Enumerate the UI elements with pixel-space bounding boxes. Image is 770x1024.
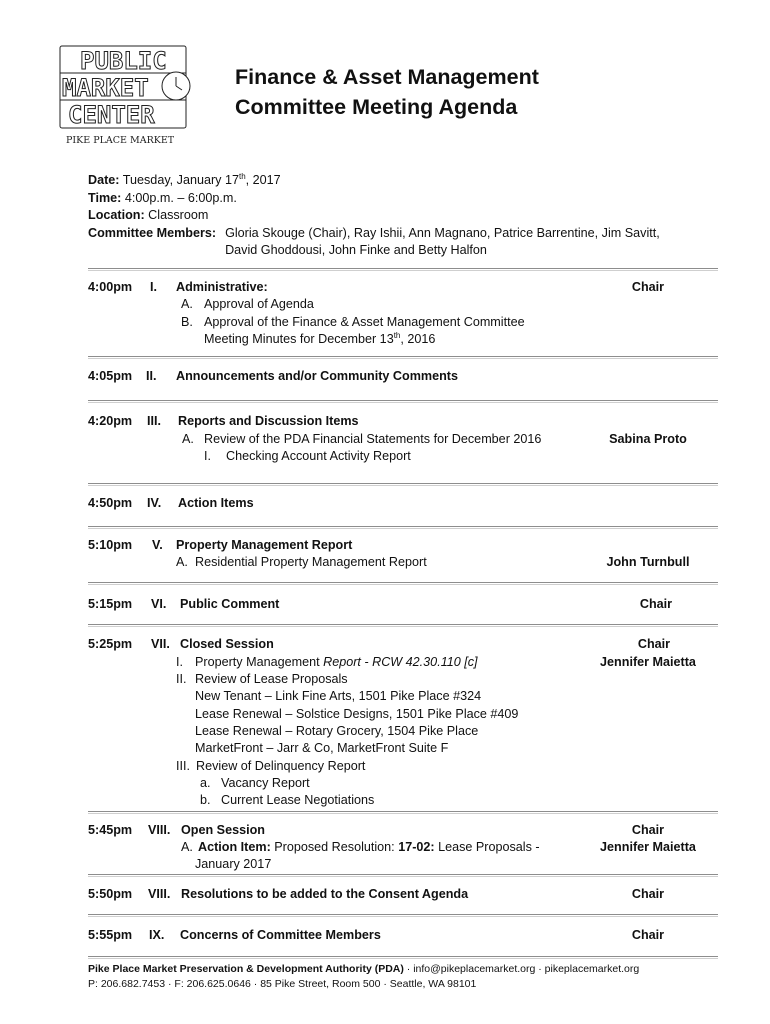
item-time: 4:05pm: [88, 369, 133, 383]
divider: [88, 811, 718, 812]
item-time: 5:55pm: [88, 928, 133, 942]
sub-item-text-continued: Meeting Minutes for December 13th, 2016: [204, 330, 436, 346]
sub-item-text: Vacancy Report: [221, 776, 310, 790]
item-time: 4:20pm: [88, 414, 133, 428]
members-row: [88, 225, 665, 260]
sub-item-text: Property Management Report - RCW 42.30.110 [c]: [195, 655, 478, 669]
date-row: [88, 172, 665, 190]
logo-line-public: PUBLIC: [80, 47, 167, 75]
members-label: Committee Members:: [88, 225, 217, 240]
sub-item-marker: II.: [176, 672, 187, 686]
item-presenter-secondary: Jennifer Maietta: [600, 655, 696, 669]
divider: [88, 914, 718, 915]
item-time: 5:25pm: [88, 637, 133, 651]
item-presenter: Chair: [631, 928, 665, 942]
divider: [88, 874, 718, 875]
item-presenter: Chair: [631, 280, 665, 294]
sub-item-marker: A.: [181, 297, 193, 311]
item-number: VII.: [151, 637, 170, 651]
logo-graphic: [58, 44, 198, 149]
document-title: [235, 62, 539, 122]
item-heading: Reports and Discussion Items: [178, 414, 359, 428]
date-value: Tuesday, January 17: [122, 173, 239, 187]
location-row: [88, 207, 665, 225]
item-presenter-secondary: Jennifer Maietta: [600, 840, 696, 854]
item-presenter: Chair: [631, 887, 665, 901]
sub-item-marker: I.: [176, 655, 183, 669]
sub-item-text: Residential Property Management Report: [195, 555, 427, 569]
footer-line-2: P: 206.682.7453 · F: 206.625.0646 · 85 Pike Street, Room 500 · Seattle, WA 98101: [88, 978, 477, 990]
logo-line-center: CENTER: [68, 101, 155, 129]
sub-item-text: Review of the PDA Financial Statements for December 2016: [204, 432, 542, 446]
item-presenter: Chair: [631, 823, 665, 837]
item-heading: Announcements and/or Community Comments: [176, 369, 458, 383]
members-value: Gloria Skouge (Chair), Ray Ishii, Ann Magnano, Patrice Barrentine, Jim Savitt, David Ghoddousi, John Finke and Betty Halfon: [225, 225, 660, 257]
time-label: Time:: [88, 190, 122, 205]
sub-item-text-continued: January 2017: [195, 857, 272, 871]
sub-item-text: Checking Account Activity Report: [226, 449, 411, 463]
sub-item-marker: B.: [181, 315, 193, 329]
item-heading: Public Comment: [180, 597, 280, 611]
location-value: Classroom: [148, 208, 209, 222]
divider: [88, 356, 718, 357]
item-time: 5:45pm: [88, 823, 133, 837]
item-number: I.: [150, 280, 157, 294]
item-number: V.: [152, 538, 163, 552]
divider: [88, 400, 718, 401]
date-suffix: th: [239, 171, 246, 181]
title-line-1: Finance & Asset Management: [235, 65, 539, 89]
item-heading: Closed Session: [180, 637, 274, 651]
item-presenter: John Turnbull: [606, 555, 690, 569]
meeting-details: [88, 172, 665, 260]
item-heading: Concerns of Committee Members: [180, 928, 381, 942]
time-row: [88, 190, 665, 208]
sub-item-text: Current Lease Negotiations: [221, 793, 375, 807]
title-line-2: Committee Meeting Agenda: [235, 95, 518, 119]
sub-item-marker: A.: [176, 555, 188, 569]
item-time: 4:00pm: [88, 280, 133, 294]
item-number: III.: [147, 414, 161, 428]
pike-place-market-logo: [58, 44, 198, 149]
sub-item-marker: a.: [200, 776, 211, 790]
item-presenter: Chair: [639, 597, 673, 611]
logo-banner-text: PIKE PLACE MARKET: [66, 135, 175, 146]
sub-item-text: Approval of Agenda: [204, 297, 314, 311]
location-label: Location:: [88, 208, 145, 222]
divider: [88, 483, 718, 484]
item-presenter: Sabina Proto: [609, 432, 687, 446]
item-heading: Action Items: [178, 496, 254, 510]
item-number: VIII.: [148, 823, 171, 837]
divider: [88, 624, 718, 625]
item-number: II.: [146, 369, 157, 383]
sub-item-marker: b.: [200, 793, 211, 807]
footer-line-1: [88, 962, 639, 977]
item-heading: Administrative:: [176, 280, 268, 294]
item-time: 4:50pm: [88, 496, 133, 510]
divider: [88, 956, 718, 957]
footer-contact: · info@pikeplacemarket.org · pikeplacemarket.org: [403, 963, 640, 975]
item-number: VI.: [151, 597, 167, 611]
item-number: IX.: [149, 928, 165, 942]
item-time: 5:10pm: [88, 538, 133, 552]
sub-item-marker: A.: [181, 840, 193, 854]
item-time: 5:50pm: [88, 887, 133, 901]
sub-item-text: Action Item: Proposed Resolution: 17-02: Lease Proposals -: [198, 840, 540, 854]
sub-item-marker: A.: [182, 432, 194, 446]
lease-proposal: MarketFront – Jarr & Co, MarketFront Suite F: [195, 741, 449, 755]
date-label: Date:: [88, 173, 120, 187]
sub-item-marker: III.: [176, 759, 190, 773]
date-year: , 2017: [245, 173, 281, 187]
footer-org: Pike Place Market Preservation & Development Authority (PDA): [88, 963, 404, 975]
time-value: 4:00p.m. – 6:00p.m.: [124, 190, 237, 205]
item-number: VIII.: [148, 887, 171, 901]
lease-proposal: Lease Renewal – Rotary Grocery, 1504 Pike Place: [195, 724, 479, 738]
item-time: 5:15pm: [88, 597, 133, 611]
item-presenter: Chair: [637, 637, 671, 651]
sub-item-text: Review of Delinquency Report: [196, 759, 366, 773]
lease-proposal: Lease Renewal – Solstice Designs, 1501 Pike Place #409: [195, 707, 519, 721]
footer: [88, 962, 639, 992]
item-heading: Open Session: [181, 823, 265, 837]
logo-line-market: MARKET: [62, 74, 149, 102]
item-heading: Property Management Report: [176, 538, 353, 552]
divider: [88, 582, 718, 583]
divider: [88, 526, 718, 527]
item-heading: Resolutions to be added to the Consent Agenda: [181, 887, 469, 901]
item-number: IV.: [147, 496, 162, 510]
sub-item-text: Approval of the Finance & Asset Management Committee: [204, 315, 525, 329]
sub-item-text: Review of Lease Proposals: [195, 672, 348, 686]
lease-proposal: New Tenant – Link Fine Arts, 1501 Pike Place #324: [195, 689, 482, 703]
sub-item-marker: I.: [204, 449, 211, 463]
divider: [88, 268, 718, 269]
